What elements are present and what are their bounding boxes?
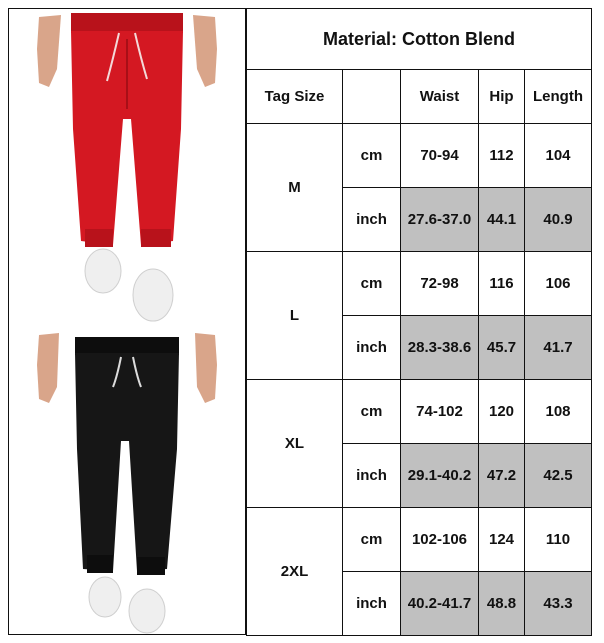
size-label: XL — [247, 380, 343, 508]
hip-cell: 120 — [479, 380, 525, 444]
header-row — [247, 70, 592, 124]
waist-header: Waist — [401, 70, 479, 124]
length-cell: 110 — [525, 508, 592, 572]
tag-size-header: Tag Size — [247, 70, 343, 124]
length-cell: 42.5 — [525, 444, 592, 508]
size-label: 2XL — [247, 508, 343, 636]
unit-header — [343, 70, 401, 124]
length-cell: 104 — [525, 124, 592, 188]
hip-header: Hip — [479, 70, 525, 124]
title-row — [247, 9, 592, 70]
length-cell: 40.9 — [525, 188, 592, 252]
red-pants-illustration — [9, 9, 245, 325]
size-label: M — [247, 124, 343, 252]
unit-cell: cm — [343, 380, 401, 444]
hip-cell: 44.1 — [479, 188, 525, 252]
hip-cell: 116 — [479, 252, 525, 316]
black-pants-photo — [9, 329, 245, 634]
material-title: Material: Cotton Blend — [247, 9, 592, 70]
waist-cell: 29.1-40.2 — [401, 444, 479, 508]
unit-cell: cm — [343, 124, 401, 188]
hip-cell: 112 — [479, 124, 525, 188]
waist-cell: 74-102 — [401, 380, 479, 444]
hip-cell: 45.7 — [479, 316, 525, 380]
black-pants-illustration — [9, 329, 245, 634]
length-cell: 106 — [525, 252, 592, 316]
waist-cell: 40.2-41.7 — [401, 572, 479, 636]
size-label: L — [247, 252, 343, 380]
waist-cell: 102-106 — [401, 508, 479, 572]
unit-cell: inch — [343, 572, 401, 636]
size-chart-table — [246, 8, 592, 636]
table-row — [247, 252, 592, 316]
length-cell: 108 — [525, 380, 592, 444]
waist-cell: 28.3-38.6 — [401, 316, 479, 380]
length-cell: 43.3 — [525, 572, 592, 636]
hip-cell: 124 — [479, 508, 525, 572]
length-cell: 41.7 — [525, 316, 592, 380]
unit-cell: inch — [343, 188, 401, 252]
unit-cell: inch — [343, 444, 401, 508]
table-row — [247, 508, 592, 572]
waist-cell: 70-94 — [401, 124, 479, 188]
red-pants-photo — [9, 9, 245, 325]
unit-cell: cm — [343, 508, 401, 572]
unit-cell: inch — [343, 316, 401, 380]
hip-cell: 47.2 — [479, 444, 525, 508]
unit-cell: cm — [343, 252, 401, 316]
waist-cell: 72-98 — [401, 252, 479, 316]
hip-cell: 48.8 — [479, 572, 525, 636]
waist-cell: 27.6-37.0 — [401, 188, 479, 252]
table-row — [247, 380, 592, 444]
length-header: Length — [525, 70, 592, 124]
table-row — [247, 124, 592, 188]
product-photo-panel — [8, 8, 246, 635]
